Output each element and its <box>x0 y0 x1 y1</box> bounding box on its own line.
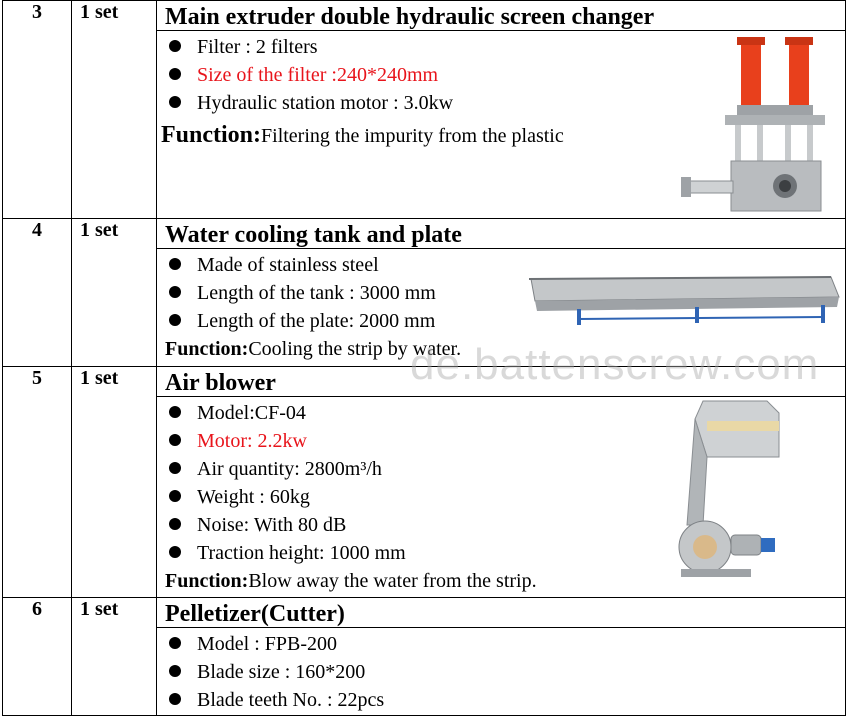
spec-item: Blade size : 160*200 <box>169 658 845 686</box>
spec-item: Length of the plate: 2000 mm <box>169 307 845 335</box>
bullet-icon <box>169 68 181 80</box>
item-title: Water cooling tank and plate <box>157 219 845 249</box>
spec-item: Filter : 2 filters <box>169 33 845 61</box>
bullet-icon <box>169 314 181 326</box>
item-title: Air blower <box>157 367 845 397</box>
spec-item: Size of the filter :240*240mm <box>169 61 845 89</box>
spec-item: Motor: 2.2kw <box>169 427 845 455</box>
spec-item: Length of the tank : 3000 mm <box>169 279 845 307</box>
row-number: 6 <box>3 598 72 716</box>
spec-item: Model:CF-04 <box>169 399 845 427</box>
spec-item: Made of stainless steel <box>169 251 845 279</box>
table-row <box>3 1 846 219</box>
row-quantity: 1 set <box>72 367 157 598</box>
spec-item: Blade teeth No. : 22pcs <box>169 686 845 714</box>
table-row <box>3 367 846 598</box>
spec-item: Traction height: 1000 mm <box>169 539 845 567</box>
bullet-icon <box>169 518 181 530</box>
row-number: 3 <box>3 1 72 219</box>
air-blower-image <box>667 397 787 587</box>
bullet-icon <box>169 546 181 558</box>
spec-item: Noise: With 80 dB <box>169 511 845 539</box>
spec-item: Model : FPB-200 <box>169 630 845 658</box>
bullet-icon <box>169 490 181 502</box>
function-text: Function:Filtering the impurity from the plastic <box>161 122 564 148</box>
screen-changer-image <box>677 35 848 215</box>
item-title: Main extruder double hydraulic screen changer <box>157 1 845 31</box>
spec-item: Air quantity: 2800m³/h <box>169 455 845 483</box>
item-title: Pelletizer(Cutter) <box>157 598 845 628</box>
spec-table <box>2 0 846 716</box>
function-text: Function:Cooling the strip by water. <box>165 338 462 360</box>
spec-item: Weight : 60kg <box>169 483 845 511</box>
watermark: de.battenscrew.com <box>410 340 820 389</box>
function-text: Function:Blow away the water from the strip. <box>165 570 537 592</box>
row-description <box>157 598 846 716</box>
bullet-icon <box>169 434 181 446</box>
bullet-icon <box>169 258 181 270</box>
water-tank-image <box>525 267 845 333</box>
spec-item: Hydraulic station motor : 3.0kw <box>169 89 845 117</box>
row-description <box>157 219 846 367</box>
bullet-icon <box>169 462 181 474</box>
table-row <box>3 598 846 716</box>
table-row <box>3 219 846 367</box>
bullet-icon <box>169 96 181 108</box>
bullet-icon <box>169 693 181 705</box>
row-description <box>157 367 846 598</box>
bullet-icon <box>169 286 181 298</box>
bullet-icon <box>169 637 181 649</box>
row-quantity: 1 set <box>72 598 157 716</box>
row-quantity: 1 set <box>72 219 157 367</box>
row-number: 4 <box>3 219 72 367</box>
bullet-icon <box>169 40 181 52</box>
row-description <box>157 1 846 219</box>
bullet-icon <box>169 665 181 677</box>
row-quantity: 1 set <box>72 1 157 219</box>
row-number: 5 <box>3 367 72 598</box>
bullet-icon <box>169 406 181 418</box>
